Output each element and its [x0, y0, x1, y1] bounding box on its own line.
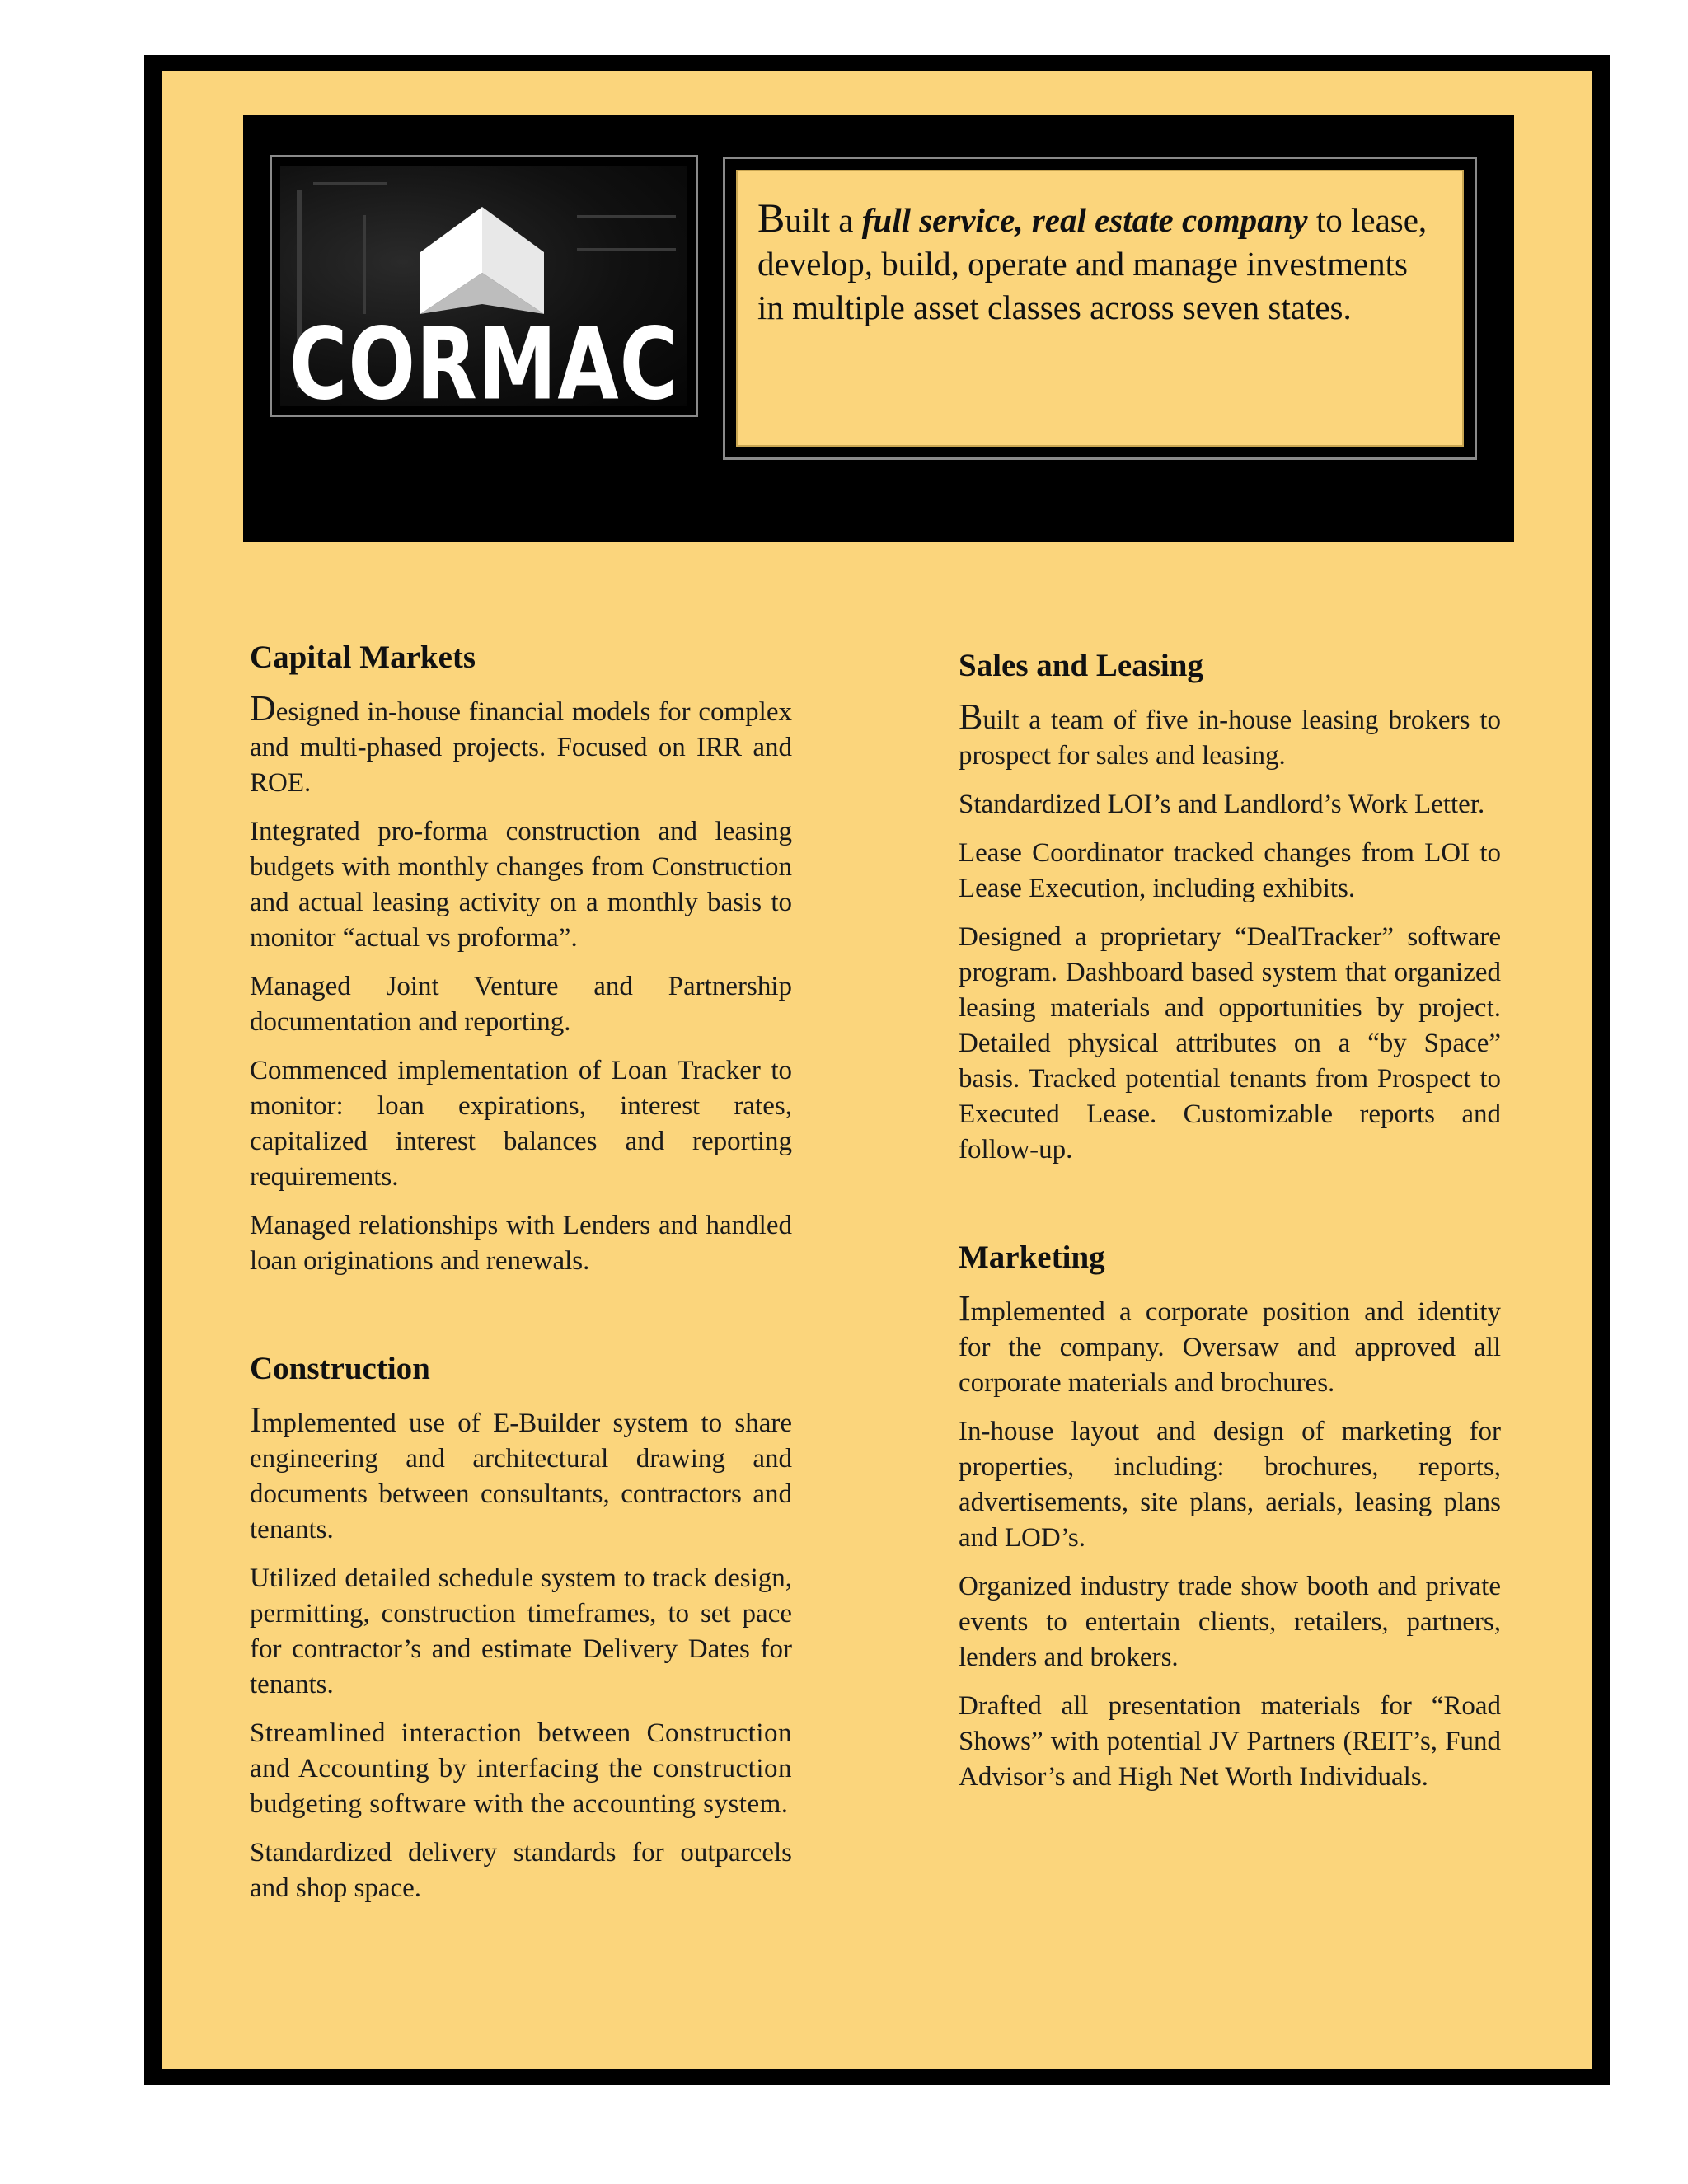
marketing-paragraph: Drafted all presentation materials for “Road Shows” with potential JV Partners (REIT’s, Fund Advisor’s and High Net Worth Individuals.: [959, 1691, 1501, 1792]
section-title-construction: Construction: [250, 1351, 430, 1386]
marketing-paragraph: In-house layout and design of marketing for properties, including: brochures, reports, advertisements, site plans, aerials, leasing plans and LOD’s.: [959, 1417, 1501, 1553]
logo-texture-line: [577, 215, 676, 218]
left-column: [250, 639, 792, 1919]
construction-paragraph: Streamlined interaction between Construction and Accounting by interfacing the construction budgeting software with the accounting system.: [250, 1718, 792, 1819]
capital-markets-paragraph: Managed Joint Venture and Partnership documentation and reporting.: [250, 972, 792, 1037]
logo-wordmark: CORMAC: [288, 307, 679, 417]
sales-leasing-paragraph: Built a team of five in-house leasing brokers to prospect for sales and leasing.: [959, 696, 1501, 771]
capital-markets-paragraph: Integrated pro-forma construction and leasing budgets with monthly changes from Construction and actual leasing activity on a monthly basis to monitor “actual vs proforma”.: [250, 817, 792, 953]
logo-texture-line: [363, 215, 366, 314]
right-column: [959, 647, 1501, 1808]
company-logo: [270, 155, 698, 417]
sales-leasing-paragraph: Standardized LOI’s and Landlord’s Work Letter.: [959, 790, 1485, 819]
capital-markets-paragraph: Managed relationships with Lenders and handled loan originations and renewals.: [250, 1211, 792, 1276]
tagline-lead-rest: uilt a: [785, 201, 862, 239]
marketing-paragraph: Organized industry trade show booth and private events to entertain clients, retailers, partners, lenders and brokers.: [959, 1572, 1501, 1672]
tagline-emphasis: full service, real estate company: [861, 201, 1308, 239]
construction-paragraph: Standardized delivery standards for outparcels and shop space.: [250, 1838, 792, 1903]
sales-leasing-paragraph: Lease Coordinator tracked changes from LOI to Lease Execution, including exhibits.: [959, 838, 1501, 903]
capital-markets-paragraph: Designed in-house financial models for complex and multi-phased projects. Focused on IRR and ROE.: [250, 688, 792, 798]
section-title-marketing: Marketing: [959, 1240, 1105, 1275]
house-logo-icon: [420, 207, 544, 322]
marketing-paragraph: Implemented a corporate position and identity for the company. Oversaw and approved all corporate materials and brochures.: [959, 1288, 1501, 1398]
section-title-sales-and-leasing: Sales and Leasing: [959, 648, 1203, 683]
capital-markets-paragraph: Commenced implementation of Loan Tracker to monitor: loan expirations, interest rates, capitalized interest balances and reporting requirements.: [250, 1056, 792, 1192]
logo-texture-line: [577, 248, 676, 251]
section-title-capital-markets: Capital Markets: [250, 640, 476, 675]
tagline: [736, 170, 1464, 447]
sales-leasing-paragraph: Designed a proprietary “DealTracker” software program. Dashboard based system that organized leasing materials and opportunities by project. Detailed physical attributes on a “by Space” basis. Tracked potential tenants from Prospect to Executed Lease. Customizable reports and follow-up.: [959, 922, 1501, 1165]
construction-paragraph: Utilized detailed schedule system to track design, permitting, construction timeframes, to set pace for contractor’s and estimate Delivery Dates for tenants.: [250, 1563, 792, 1699]
tagline-lead-cap: B: [757, 194, 785, 241]
tagline-rest: to lease, develop, build, operate and manage investments in multiple asset classes across seven states.: [757, 201, 1428, 326]
logo-texture-line: [313, 182, 387, 185]
construction-paragraph: Implemented use of E-Builder system to share engineering and architectural drawing and documents between consultants, contractors and tenants.: [250, 1399, 792, 1544]
